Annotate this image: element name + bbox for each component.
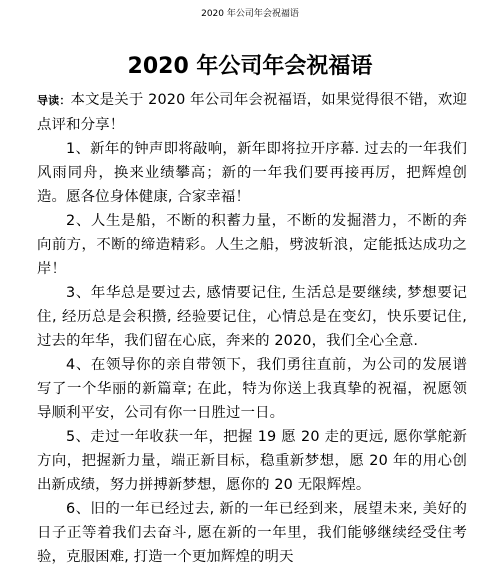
document-body xyxy=(37,88,467,566)
blessing-paragraph-1: 1、新年的钟声即将敲响，新年即将拉开序幕. 过去的一年我们风雨同舟，换来业绩攀高；新的一年我们要再接再厉，把辉煌创造。愿各位身体健康, 合家幸福！ xyxy=(37,141,467,205)
intro-text: 本文是关于 2020 年公司年会祝福语，如果觉得很不错，欢迎点评和分享！ xyxy=(37,92,467,133)
blessing-paragraph-2: 2、人生是船，不断的积蓄力量，不断的发掘潜力，不断的奔向前方，不断的缔造精彩。人生之船，劈波斩浪，定能抵达成功之岸！ xyxy=(37,213,467,277)
running-header: 2020 年公司年会祝福语 xyxy=(201,9,299,19)
document-title: 2020 年公司年会祝福语 xyxy=(127,54,373,79)
blessing-paragraph-3: 3、年华总是要过去, 感情要记住, 生活总是要继续, 梦想要记住, 经历总是会积攒, 经验要记住，心情总是在变幻，快乐要记住, 过去的年华，我们留在心底，奔来的 2020，我们全心全意. xyxy=(37,285,467,349)
intro-paragraph xyxy=(37,88,467,137)
intro-label: 导读： xyxy=(37,94,71,107)
blessing-paragraph-5: 5、走过一年收获一年，把握 19 愿 20 走的更远, 愿你掌舵新方向，把握新力量，端正新目标，稳重新梦想，愿 20 年的用心创出新成绩，努力拼搏新梦想，愿你的 20 无限辉煌。 xyxy=(37,429,467,493)
blessing-paragraph-4: 4、在领导你的亲自带领下，我们勇往直前，为公司的发展谱写了一个华丽的新篇章; 在此，特为你送上我真挚的祝福，祝愿领导顺利平安，公司有你一日胜过一日。 xyxy=(37,357,467,421)
blessing-paragraph-6: 6、旧的一年已经过去, 新的一年已经到来，展望未来, 美好的日子正等着我们去奋斗, 愿在新的一年里，我们能够继续经受住考验，克服困难, 打造一个更加辉煌的明天 xyxy=(37,501,467,565)
